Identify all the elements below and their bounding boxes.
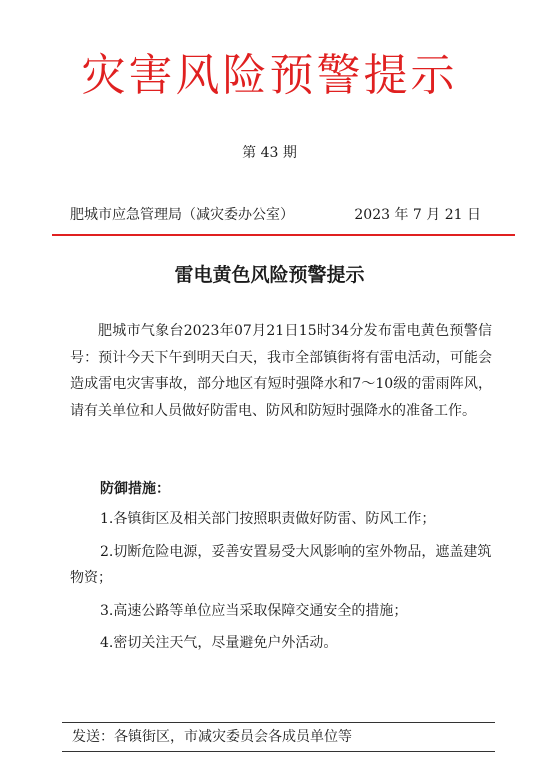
distribution-footer: 发送：各镇街区，市减灾委员会各成员单位等 <box>72 729 352 745</box>
measure-item: 4.密切关注天气，尽量避免户外活动。 <box>100 635 338 651</box>
measures-list <box>70 506 492 663</box>
measure-item: 3.高速公路等单位应当采取保障交通安全的措施； <box>100 602 408 619</box>
issue-date: 2023 年 7 月 21 日 <box>354 207 481 223</box>
footer-bottom-rule <box>62 751 495 752</box>
measures-title: 防御措施： <box>100 481 170 497</box>
red-divider <box>52 234 515 236</box>
issuer-name: 肥城市应急管理局（减灾委办公室） <box>70 207 294 223</box>
body-paragraph: 肥城市气象台2023年07月21日15时34分发布雷电黄色预警信号：预计今天下午到明天白天，我市全部镇街将有雷电活动，可能会造成雷电灾害事故，部分地区有短时强降水和7～10级的雷雨阵风，请有关单位和人员做好防雷电、防风和防短时强降水的准备工作。 <box>70 323 492 419</box>
issue-number: 第 43 期 <box>242 145 297 161</box>
footer-top-rule <box>62 722 495 723</box>
measure-item: 2.切断危险电源，妥善安置易受大风影响的室外物品，遮盖建筑物资； <box>70 543 492 586</box>
headline: 雷电黄色风险预警提示 <box>174 264 365 286</box>
measure-item: 1.各镇街区及相关部门按照职责做好防雷、防风工作； <box>100 511 436 527</box>
masthead-title: 灾害风险预警提示 <box>81 50 458 101</box>
issuer-row <box>70 205 481 225</box>
